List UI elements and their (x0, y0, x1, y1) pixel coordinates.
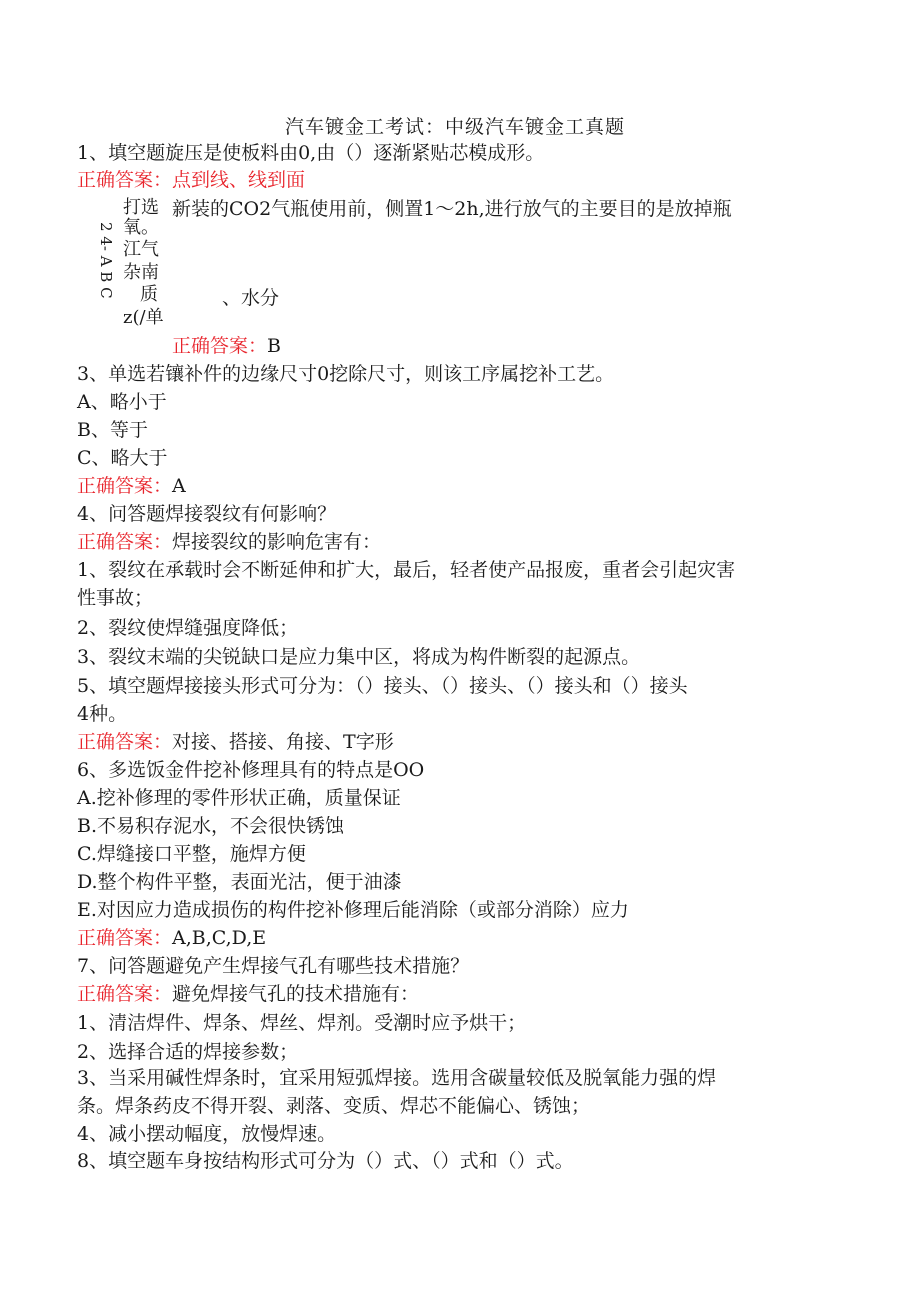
answer-3 (77, 474, 186, 498)
question-1: 1、填空题旋压是使板料由0,由（）逐渐紧贴芯模成形。 (77, 142, 545, 164)
answer-label: 正确答案： (77, 169, 173, 191)
answer-1 (77, 168, 305, 192)
garbled-fragment-5: 质 (140, 284, 158, 305)
answer-7-line-5: 4、减小摆动幅度，放慢焊速。 (77, 1123, 337, 1145)
answer-7-line-1: 1、清洁焊件、焊条、焊丝、焊剂。受潮时应予烘干； (77, 1012, 527, 1034)
answer-label: 正确答案： (77, 983, 173, 1005)
question-6-option-e: E.对因应力造成损伤的构件挖补修理后能消除（或部分消除）应力 (77, 899, 629, 921)
question-5-line-2: 4种。 (77, 703, 128, 725)
answer-label: 正确答案： (172, 335, 268, 357)
answer-7-line-4: 条。焊条药皮不得开裂、剥落、变质、焊芯不能偏心、锈蚀； (77, 1095, 591, 1117)
page-title: 汽车镀金工考试：中级汽车镀金工真题 (284, 116, 625, 138)
question-6: 6、多选饭金件挖补修理具有的特点是OO (77, 759, 425, 781)
answer-4-line-3: 2、裂纹使焊缝强度降低； (77, 617, 299, 639)
answer-7 (77, 982, 419, 1006)
answer-label: 正确答案： (77, 731, 173, 753)
question-8: 8、填空题车身按结构形式可分为（）式、（）式和（）式。 (77, 1150, 574, 1172)
garbled-fragment-3: 江气 (123, 239, 159, 260)
question-6-option-b: B.不易积存泥水，不会很快锈蚀 (77, 815, 345, 837)
garbled-fragment-2: 氧。 (123, 217, 159, 238)
garbled-fragment-6: z(/单 (123, 307, 164, 328)
answer-label: 正确答案： (77, 927, 173, 949)
answer-label: 正确答案： (77, 475, 173, 497)
answer-text: 焊接裂纹的影响危害有： (172, 531, 382, 553)
question-5: 5、填空题焊接接头形式可分为：（）接头、（）接头、（）接头和（）接头 (77, 675, 688, 697)
question-6-option-a: A.挖补修理的零件形状正确，质量保证 (77, 787, 401, 809)
garbled-vertical-text: 2 4- A B C (97, 222, 115, 299)
question-7: 7、问答题避免产生焊接气孔有哪些技术措施？ (77, 955, 470, 977)
question-2-option-fragment: 、水分 (222, 287, 280, 309)
question-3-option-b: B、等于 (77, 419, 148, 441)
question-3-option-c: C、略大于 (77, 447, 168, 469)
answer-4-line-2: 性事故； (77, 587, 154, 609)
answer-4-line-4: 3、裂纹末端的尖锐缺口是应力集中区，将成为构件断裂的起源点。 (77, 646, 641, 668)
garbled-fragment-4: 杂南 (123, 262, 159, 283)
question-2: 新装的CO2气瓶使用前，侧置1～2h,进行放气的主要目的是放掉瓶 (172, 198, 732, 220)
answer-7-line-3: 3、当采用碱性焊条时，宜采用短弧焊接。选用含碳量较低及脱氧能力强的焊 (77, 1067, 717, 1089)
answer-text: B (267, 335, 281, 357)
answer-7-line-2: 2、选择合适的焊接参数； (77, 1041, 299, 1063)
answer-text: A,B,C,D,E (172, 927, 267, 949)
answer-2 (172, 334, 281, 358)
answer-4 (77, 530, 381, 554)
answer-text: 避免焊接气孔的技术措施有： (172, 983, 420, 1005)
question-6-option-d: D.整个构件平整，表面光沽，便于油漆 (77, 871, 402, 893)
garbled-fragment-1: 打选 (123, 197, 159, 218)
question-6-option-c: C.焊缝接口平整，施焊方便 (77, 843, 306, 865)
answer-label: 正确答案： (77, 531, 173, 553)
answer-4-line-1: 1、裂纹在承载时会不断延伸和扩大，最后，轻者使产品报废，重者会引起灾害 (77, 559, 736, 581)
question-3: 3、单选若镶补件的边缘尺寸0挖除尺寸，则该工序属挖补工艺。 (77, 363, 615, 385)
question-3-option-a: A、略小于 (77, 391, 167, 413)
answer-6 (77, 926, 266, 950)
answer-text: 点到线、线到面 (172, 169, 306, 191)
answer-5 (77, 730, 394, 754)
answer-text: 对接、搭接、角接、T字形 (172, 731, 394, 753)
question-4: 4、问答题焊接裂纹有何影响？ (77, 503, 337, 525)
answer-text: A (172, 475, 186, 497)
